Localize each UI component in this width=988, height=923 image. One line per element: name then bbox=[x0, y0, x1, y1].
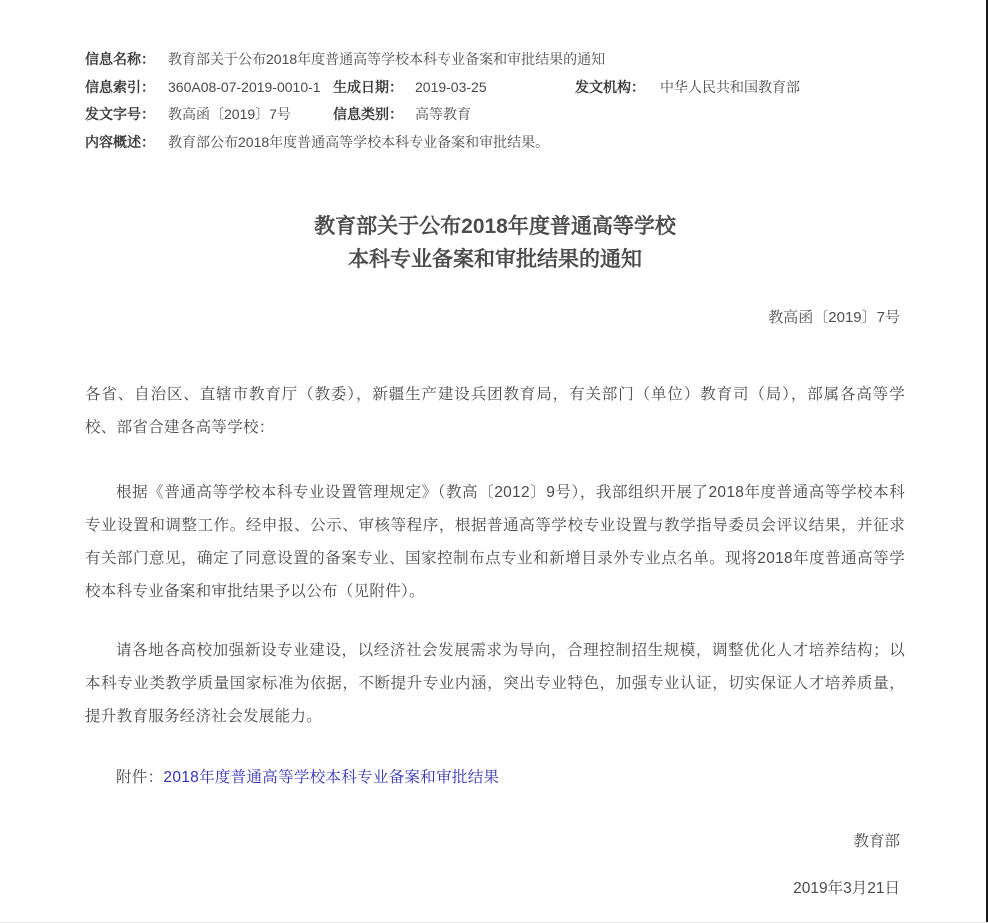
info-name-value: 教育部关于公布2018年度普通高等学校本科专业备案和审批结果的通知 bbox=[168, 51, 606, 67]
signature: 教育部 bbox=[853, 833, 900, 850]
meta-row-docnum bbox=[85, 101, 905, 129]
gen-date-value: 2019-03-25 bbox=[415, 78, 487, 95]
info-name-label: 信息名称： bbox=[85, 51, 155, 67]
info-index-value: 360A08-07-2019-0010-1 bbox=[168, 78, 321, 95]
info-category-value: 高等教育 bbox=[415, 106, 471, 122]
paragraph-1: 根据《普通高等学校本科专业设置管理规定》（教高〔2012〕9号），我部组织开展了2018年度普通高等学校本科专业设置和调整工作。经申报、公示、审核等程序，根据普通高等学校专业设置与教学指导委员会评议结果，并征求有关部门意见，确定了同意设置的备案专业、国家控制布点专业和新增目录外专业点名单。现将2018年度普通高等学校本科专业备案和审批结果予以公布（见附件）。 bbox=[85, 484, 905, 600]
document-title bbox=[85, 210, 905, 276]
meta-row-name bbox=[85, 46, 905, 74]
document-page bbox=[85, 46, 905, 898]
doc-number-value: 教高函〔2019〕7号 bbox=[168, 106, 291, 122]
salutation: 各省、自治区、直辖市教育厅（教委），新疆生产建设兵团教育局，有关部门（单位）教育司（局），部属各高等学校、部省合建各高等学校： bbox=[85, 386, 905, 436]
meta-row-summary bbox=[85, 129, 905, 157]
document-title-line1: 教育部关于公布2018年度普通高等学校 bbox=[314, 215, 676, 238]
meta-row-index bbox=[85, 74, 905, 102]
meta-table bbox=[85, 46, 905, 156]
attachment-link[interactable]: 2018年度普通高等学校本科专业备案和审批结果 bbox=[163, 769, 500, 786]
issuing-org-label: 发文机构： bbox=[575, 78, 645, 95]
summary-label: 内容概述： bbox=[85, 133, 155, 150]
document-date: 2019年3月21日 bbox=[793, 880, 900, 897]
attachment-line bbox=[85, 761, 905, 794]
doc-number-label: 发文字号： bbox=[85, 106, 155, 122]
summary-value: 教育部公布2018年度普通高等学校本科专业备案和审批结果。 bbox=[168, 133, 550, 150]
paragraph-2: 请各地各高校加强新设专业建设，以经济社会发展需求为导向，合理控制招生规模，调整优化人才培养结构；以本科专业类教学质量国家标准为依据，不断提升专业内涵，突出专业特色，加强专业认证，切实保证人才培养质量，提升教育服务经济社会发展能力。 bbox=[85, 642, 905, 725]
attachment-label: 附件： bbox=[116, 769, 164, 786]
issuing-org-value: 中华人民共和国教育部 bbox=[660, 78, 800, 95]
info-index-label: 信息索引： bbox=[85, 78, 155, 95]
info-category-label: 信息类别： bbox=[333, 106, 403, 122]
document-number: 教高函〔2019〕7号 bbox=[768, 309, 900, 326]
document-title-line2: 本科专业备案和审批结果的通知 bbox=[348, 248, 642, 271]
gen-date-label: 生成日期： bbox=[333, 78, 403, 95]
